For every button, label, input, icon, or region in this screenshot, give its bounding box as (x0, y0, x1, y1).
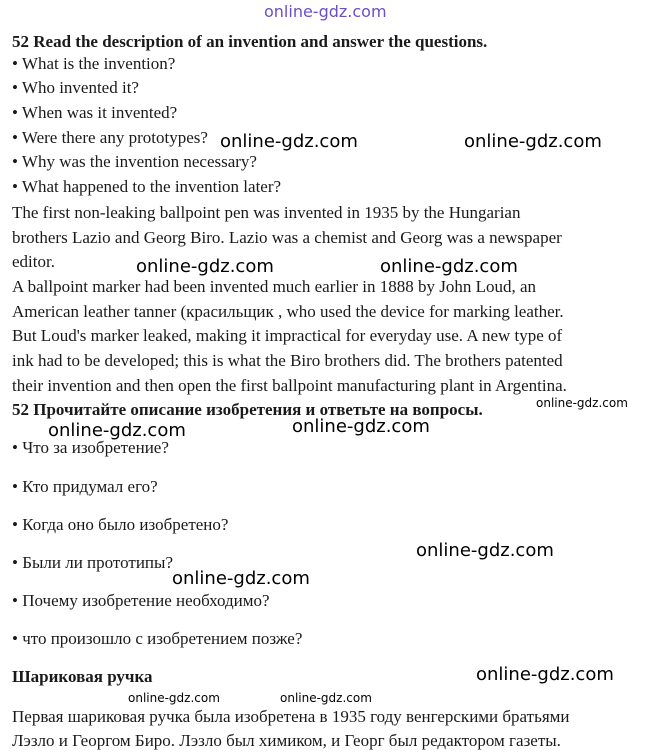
watermark: online-gdz.com (464, 131, 602, 152)
russian-heading: 52 Прочитайте описание изобретения и ответьте на вопросы. (12, 400, 483, 419)
english-question: • When was it invented? (12, 103, 178, 122)
russian-question: • что произошло с изобретением позже? (12, 629, 303, 648)
english-question: • Were there any prototypes? (12, 128, 208, 147)
watermark: online-gdz.com (380, 256, 518, 277)
russian-question: • Когда оно было изобретено? (12, 515, 229, 534)
english-paragraph-line: But Loud's marker leaked, making it impractical for everyday use. A new type of (12, 326, 563, 345)
watermark: online-gdz.com (136, 256, 274, 277)
russian-question: • Кто придумал его? (12, 477, 158, 496)
english-paragraph-line: ink had to be developed; this is what the Biro brothers did. The brothers patented (12, 351, 563, 370)
english-paragraph-line: A ballpoint marker had been invented much earlier in 1888 by John Loud, an (12, 277, 537, 296)
russian-question: • Что за изобретение? (12, 438, 169, 457)
watermark: online-gdz.com (48, 420, 186, 441)
russian-question: • Были ли прототипы? (12, 553, 173, 572)
russian-subheading: Шариковая ручка (12, 667, 153, 686)
watermark: online-gdz.com (416, 540, 554, 561)
english-question: • What happened to the invention later? (12, 177, 282, 196)
english-paragraph-line: American leather tanner (красильщик , who used the device for marking leather. (12, 302, 564, 321)
english-paragraph-line: editor. (12, 252, 55, 271)
english-paragraph-line: The first non-leaking ballpoint pen was invented in 1935 by the Hungarian (12, 203, 521, 222)
watermark: online-gdz.com (280, 691, 372, 705)
english-question: • What is the invention? (12, 54, 176, 73)
english-question: • Why was the invention necessary? (12, 152, 257, 171)
header-watermark: online-gdz.com (264, 2, 387, 21)
watermark: online-gdz.com (220, 131, 358, 152)
watermark: online-gdz.com (172, 568, 310, 589)
watermark: online-gdz.com (476, 664, 614, 685)
english-paragraph-line: their invention and then open the first ballpoint manufacturing plant in Argentina. (12, 376, 567, 395)
russian-question: • Почему изобретение необходимо? (12, 591, 270, 610)
english-heading: 52 Read the description of an invention and answer the questions. (12, 32, 488, 51)
russian-paragraph-line: Первая шариковая ручка была изобретена в 1935 году венгерскими братьями (12, 707, 570, 726)
english-paragraph-line: brothers Lazio and Georg Biro. Lazio was a chemist and Georg was a newspaper (12, 228, 562, 247)
watermark: online-gdz.com (128, 691, 220, 705)
watermark: online-gdz.com (536, 396, 628, 410)
english-question: • Who invented it? (12, 78, 139, 97)
russian-paragraph-line: Лэзло и Георгом Биро. Лэзло был химиком, и Георг был редактором газеты. (12, 731, 561, 750)
watermark: online-gdz.com (292, 416, 430, 437)
